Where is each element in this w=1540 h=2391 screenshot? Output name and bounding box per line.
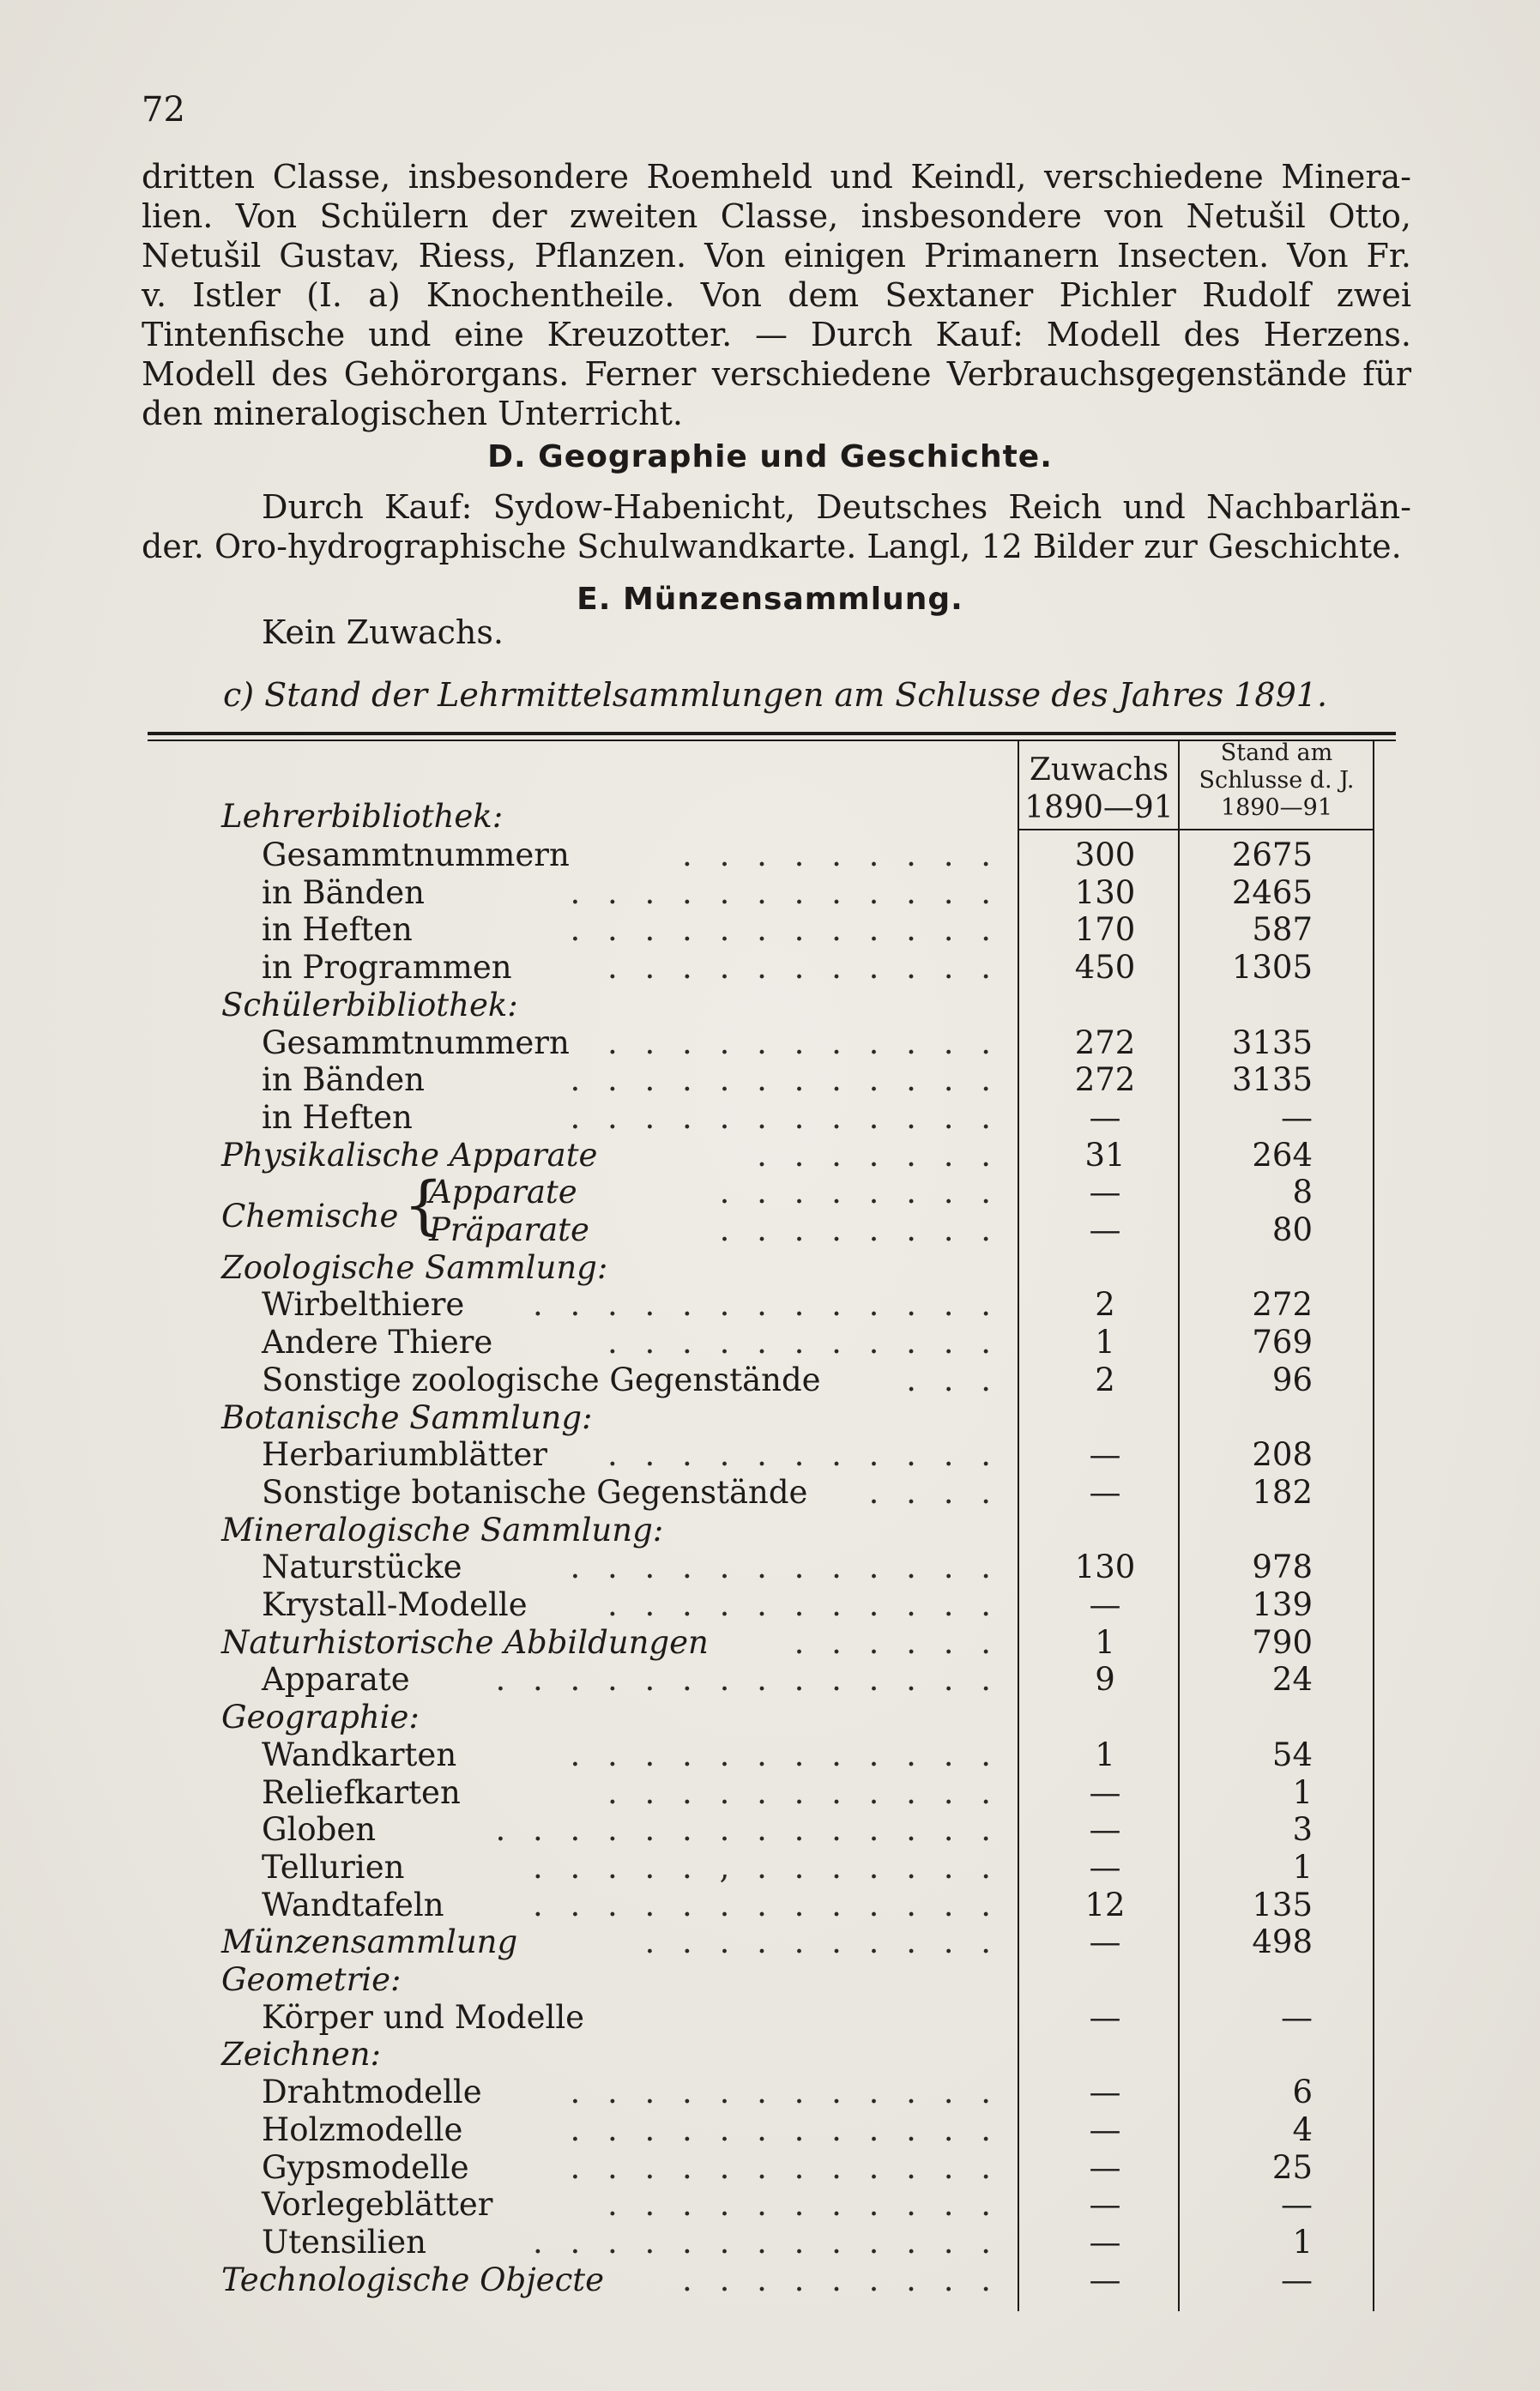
item-label: Wandkarten — [262, 1736, 457, 1773]
table-row — [0, 1624, 1540, 1662]
table-row — [0, 1286, 1540, 1324]
table-row — [0, 1961, 1540, 1999]
stand-value: — — [1281, 2261, 1313, 2298]
item-label: Herbariumblätter — [262, 1436, 547, 1473]
stand-value: 272 — [1252, 1286, 1313, 1323]
table-row — [0, 1399, 1540, 1437]
stand-value: 587 — [1252, 911, 1313, 948]
stand-value: 6 — [1292, 2074, 1313, 2110]
item-label: Gesammtnummern — [262, 836, 570, 873]
category-label: Naturhistorische Abbildungen — [221, 1624, 709, 1661]
stand-value: 135 — [1252, 1887, 1313, 1923]
leader-dots: . . . . . . . . — [719, 1174, 999, 1211]
item-label: Sonstige zoologische Gegenstände — [262, 1362, 821, 1398]
stand-value: 2675 — [1231, 836, 1313, 873]
item-label: Wandtafeln — [262, 1887, 444, 1923]
category-label: Zeichnen: — [221, 2036, 382, 2073]
zuwachs-value: 1 — [1095, 1624, 1115, 1661]
category-label: Botanische Sammlung: — [221, 1399, 593, 1436]
leader-dots: . . . . . . . . . . . . . . — [495, 1661, 999, 1698]
leader-dots: . . . . . . . . . . . . — [570, 2111, 999, 2148]
stand-value: 96 — [1271, 1362, 1313, 1398]
zuwachs-value: — — [1089, 1586, 1121, 1623]
stand-value: — — [1281, 1099, 1313, 1136]
item-label: Utensilien — [262, 2224, 426, 2261]
table-row — [0, 2036, 1540, 2074]
zuwachs-value: 2 — [1095, 1286, 1115, 1323]
table-row — [0, 836, 1540, 874]
table-row — [0, 1736, 1540, 1774]
table-row — [0, 1099, 1540, 1137]
stand-value: 264 — [1252, 1137, 1313, 1174]
zuwachs-value: — — [1089, 1849, 1121, 1886]
zuwachs-value: — — [1089, 1774, 1121, 1811]
leader-dots: . . . . — [868, 1474, 999, 1511]
intro-line: Tintenfische und eine Kreuzotter. — Durch Kauf: Modell des Herzens. — [142, 316, 1411, 353]
table-row — [0, 1661, 1540, 1699]
stand-value: 1 — [1292, 1774, 1313, 1811]
zuwachs-value: — — [1089, 2074, 1121, 2110]
table-caption: c) Stand der Lehrmittelsammlungen am Schlusse des Jahres 1891. — [223, 676, 1328, 714]
leader-dots: . . . . . . . . . . . — [607, 1024, 999, 1061]
leader-dots: . . . . . . . . . — [682, 2261, 999, 2298]
col-stand-years: 1890—91 — [1220, 794, 1333, 821]
item-label: in Heften — [262, 1099, 413, 1136]
intro-line: Netušil Gustav, Riess, Pflanzen. Von einigen Primanern Insecten. Von Fr. — [142, 237, 1411, 275]
category-label: Schülerbibliothek: — [221, 987, 518, 1023]
zuwachs-value: 170 — [1074, 911, 1136, 948]
stand-value: — — [1281, 2186, 1313, 2223]
item-label: Krystall-Modelle — [262, 1586, 528, 1623]
stand-value: 1 — [1292, 1849, 1313, 1886]
table-row — [0, 1849, 1540, 1887]
table-row — [0, 1887, 1540, 1924]
table-row — [0, 2261, 1540, 2299]
item-label: Gypsmodelle — [262, 2149, 469, 2186]
stand-value: 4 — [1292, 2111, 1313, 2148]
table-row — [0, 1774, 1540, 1812]
stand-value: — — [1281, 1999, 1313, 2036]
stand-value: 790 — [1252, 1624, 1313, 1661]
zuwachs-value: — — [1089, 1923, 1121, 1960]
stand-value: 1305 — [1231, 949, 1313, 986]
zuwachs-value: — — [1089, 2186, 1121, 2223]
page-number: 72 — [142, 90, 185, 130]
chemische-sub-label: Apparate — [429, 1174, 577, 1211]
category-label: Geometrie: — [221, 1961, 402, 1998]
zuwachs-value: — — [1089, 2149, 1121, 2186]
table-row — [0, 1137, 1540, 1174]
zuwachs-value: 130 — [1074, 1549, 1136, 1585]
leader-dots: . . . . . . . . . . . — [607, 1774, 999, 1811]
table-row — [0, 949, 1540, 987]
zuwachs-value: 2 — [1095, 1362, 1115, 1398]
stand-value: 80 — [1271, 1211, 1313, 1248]
stand-value: 978 — [1252, 1549, 1313, 1585]
table-row — [0, 1999, 1540, 2037]
leader-dots: . . . . . . . . . . . . — [570, 1099, 999, 1136]
zuwachs-value: 272 — [1074, 1024, 1136, 1061]
leader-dots: . . . . . . . . . . . — [607, 949, 999, 986]
category-label: Zoologische Sammlung: — [221, 1249, 608, 1286]
item-label: Gesammtnummern — [262, 1024, 570, 1061]
item-label: Andere Thiere — [262, 1324, 493, 1361]
table-row — [0, 1436, 1540, 1474]
item-label: Reliefkarten — [262, 1774, 461, 1811]
stand-value: 3135 — [1231, 1061, 1313, 1098]
zuwachs-value: 300 — [1074, 836, 1136, 873]
table-top-rule-thick — [148, 732, 1396, 735]
leader-dots: . . . . . . . . . . . . . — [532, 1887, 999, 1923]
item-label: Tellurien — [262, 1849, 405, 1886]
stand-value: 769 — [1252, 1324, 1313, 1361]
category-label: Lehrerbibliothek: — [221, 798, 504, 835]
stand-value: 3135 — [1231, 1024, 1313, 1061]
zuwachs-value: — — [1089, 1174, 1121, 1211]
table-row — [0, 1061, 1540, 1099]
table-row — [0, 1249, 1540, 1287]
stand-value: 2465 — [1231, 874, 1313, 911]
item-label: Sonstige botanische Gegenstände — [262, 1474, 808, 1511]
intro-line: den mineralogischen Unterricht. — [142, 395, 683, 432]
table-row — [0, 911, 1540, 949]
item-label: Apparate — [262, 1661, 410, 1698]
zuwachs-value: — — [1089, 2224, 1121, 2261]
leader-dots: . . . . . , . . . . . . . — [532, 1849, 999, 1886]
stand-value: 25 — [1271, 2149, 1313, 2186]
table-row — [0, 874, 1540, 912]
zuwachs-value: — — [1089, 1811, 1121, 1848]
stand-value: 208 — [1252, 1436, 1313, 1473]
stand-value: 24 — [1271, 1661, 1313, 1698]
zuwachs-value: 12 — [1084, 1887, 1126, 1923]
category-label: Münzensammlung — [221, 1923, 518, 1960]
item-label: in Bänden — [262, 874, 425, 911]
section-d-line: der. Oro-hydrographische Schulwandkarte. Langl, 12 Bilder zur Geschichte. — [142, 528, 1402, 565]
stand-value: 54 — [1271, 1736, 1313, 1773]
table-row — [0, 1923, 1540, 1961]
intro-line: v. Istler (I. a) Knochentheile. Von dem Sextaner Pichler Rudolf zwei — [142, 276, 1411, 314]
stand-value: 1 — [1292, 2224, 1313, 2261]
zuwachs-value: — — [1089, 1474, 1121, 1511]
intro-line: lien. Von Schülern der zweiten Classe, insbesondere von Netušil Otto, — [142, 197, 1411, 235]
table-row — [0, 1362, 1540, 1399]
item-label: in Heften — [262, 911, 413, 948]
leader-dots: . . . . . . . . . . — [644, 1923, 999, 1960]
section-d-line: Durch Kauf: Sydow-Habenicht, Deutsches Reich und Nachbarlän- — [262, 488, 1411, 526]
item-label: in Programmen — [262, 949, 512, 986]
leader-dots: . . . . . . — [794, 1624, 999, 1661]
zuwachs-value: — — [1089, 2261, 1121, 2298]
table-row — [0, 1474, 1540, 1512]
zuwachs-value: 1 — [1095, 1736, 1115, 1773]
zuwachs-value: — — [1089, 1436, 1121, 1473]
leader-dots: . . . . . . . . . . . . . — [532, 1286, 999, 1323]
leader-dots: . . . . . . . . . — [682, 836, 999, 873]
col-zuwachs-years: 1890—91 — [1024, 790, 1174, 825]
item-label: Holzmodelle — [262, 2111, 463, 2148]
section-e-text: Kein Zuwachs. — [262, 613, 504, 651]
zuwachs-value: 272 — [1074, 1061, 1136, 1098]
leader-dots: . . . . . . . . . . . . — [570, 874, 999, 911]
leader-dots: . . . — [906, 1362, 999, 1398]
table-row — [0, 987, 1540, 1024]
intro-paragraph — [142, 157, 1411, 433]
chemische-label: Chemische — [221, 1198, 399, 1235]
table-row — [0, 2111, 1540, 2149]
item-label: Naturstücke — [262, 1549, 462, 1585]
zuwachs-value: 450 — [1074, 949, 1136, 986]
stand-value: 182 — [1252, 1474, 1313, 1511]
table-row — [0, 1549, 1540, 1586]
intro-line: Modell des Gehörorgans. Ferner verschiedene Verbrauchsgegenstände für — [142, 355, 1411, 393]
table-row — [0, 1024, 1540, 1062]
zuwachs-value: — — [1089, 2111, 1121, 2148]
leader-dots: . . . . . . . . . . . . — [570, 1736, 999, 1773]
leader-dots: . . . . . . . . . . . . — [570, 911, 999, 948]
leader-dots: . . . . . . . — [757, 1137, 999, 1174]
item-label: Globen — [262, 1811, 377, 1848]
item-label: Wirbelthiere — [262, 1286, 465, 1323]
item-label: Drahtmodelle — [262, 2074, 482, 2110]
leader-dots: . . . . . . . . — [719, 1211, 999, 1248]
leader-dots: . . . . . . . . . . . — [607, 2186, 999, 2223]
category-label: Physikalische Apparate — [221, 1137, 598, 1174]
leader-dots: . . . . . . . . . . . . — [570, 2074, 999, 2110]
table-row — [0, 2224, 1540, 2261]
leader-dots: . . . . . . . . . . . . — [570, 1061, 999, 1098]
leader-dots: . . . . . . . . . . . . . . — [495, 1811, 999, 1848]
table-row — [0, 1512, 1540, 1549]
table-row — [0, 2074, 1540, 2111]
table-row — [0, 2186, 1540, 2224]
leader-dots: . . . . . . . . . . . — [607, 1586, 999, 1623]
chemische-sub-label: Präparate — [429, 1211, 589, 1248]
table-row — [0, 1811, 1540, 1849]
zuwachs-value: — — [1089, 1211, 1121, 1248]
section-d-paragraph — [142, 487, 1411, 566]
stand-value: 8 — [1292, 1174, 1313, 1211]
brace-glyph: { — [403, 1168, 444, 1242]
stand-value: 498 — [1252, 1923, 1313, 1960]
zuwachs-value: 9 — [1095, 1661, 1115, 1698]
item-label: Vorlegeblätter — [262, 2186, 493, 2223]
leader-dots: . . . . . . . . . . . . . — [532, 2224, 999, 2261]
zuwachs-value: — — [1089, 1099, 1121, 1136]
item-label: Körper und Modelle — [262, 1999, 585, 2036]
category-label: Geographie: — [221, 1699, 420, 1736]
table-row — [0, 2149, 1540, 2187]
table-row — [0, 1586, 1540, 1624]
table-category-lehrerbibliothek — [0, 798, 1540, 836]
leader-dots: . . . . . . . . . . . — [607, 1436, 999, 1473]
col-stand-title: Stand am — [1220, 740, 1333, 766]
zuwachs-value: 1 — [1095, 1324, 1115, 1361]
intro-line: dritten Classe, insbesondere Roemheld und Keindl, verschiedene Minera- — [142, 158, 1411, 196]
table-row — [0, 1324, 1540, 1362]
table-row — [0, 1699, 1540, 1736]
leader-dots: . . . . . . . . . . . . — [570, 2149, 999, 2186]
leader-dots: . . . . . . . . . . . — [607, 1324, 999, 1361]
col-zuwachs-title: Zuwachs — [1029, 752, 1169, 788]
col-stand-subtitle: Schlusse d. J. — [1199, 767, 1355, 794]
category-label: Mineralogische Sammlung: — [221, 1512, 664, 1549]
item-label: in Bänden — [262, 1061, 425, 1098]
section-d-heading: D. Geographie und Geschichte. — [487, 439, 1053, 474]
leader-dots: . . . . . . . . . . . . — [570, 1549, 999, 1585]
category-label: Technologische Objecte — [221, 2261, 605, 2298]
zuwachs-value: 31 — [1084, 1137, 1126, 1174]
zuwachs-value: 130 — [1074, 874, 1136, 911]
stand-value: 3 — [1292, 1811, 1313, 1848]
section-e-heading: E. Münzensammlung. — [577, 582, 963, 617]
zuwachs-value: — — [1089, 1999, 1121, 2036]
stand-value: 139 — [1252, 1586, 1313, 1623]
